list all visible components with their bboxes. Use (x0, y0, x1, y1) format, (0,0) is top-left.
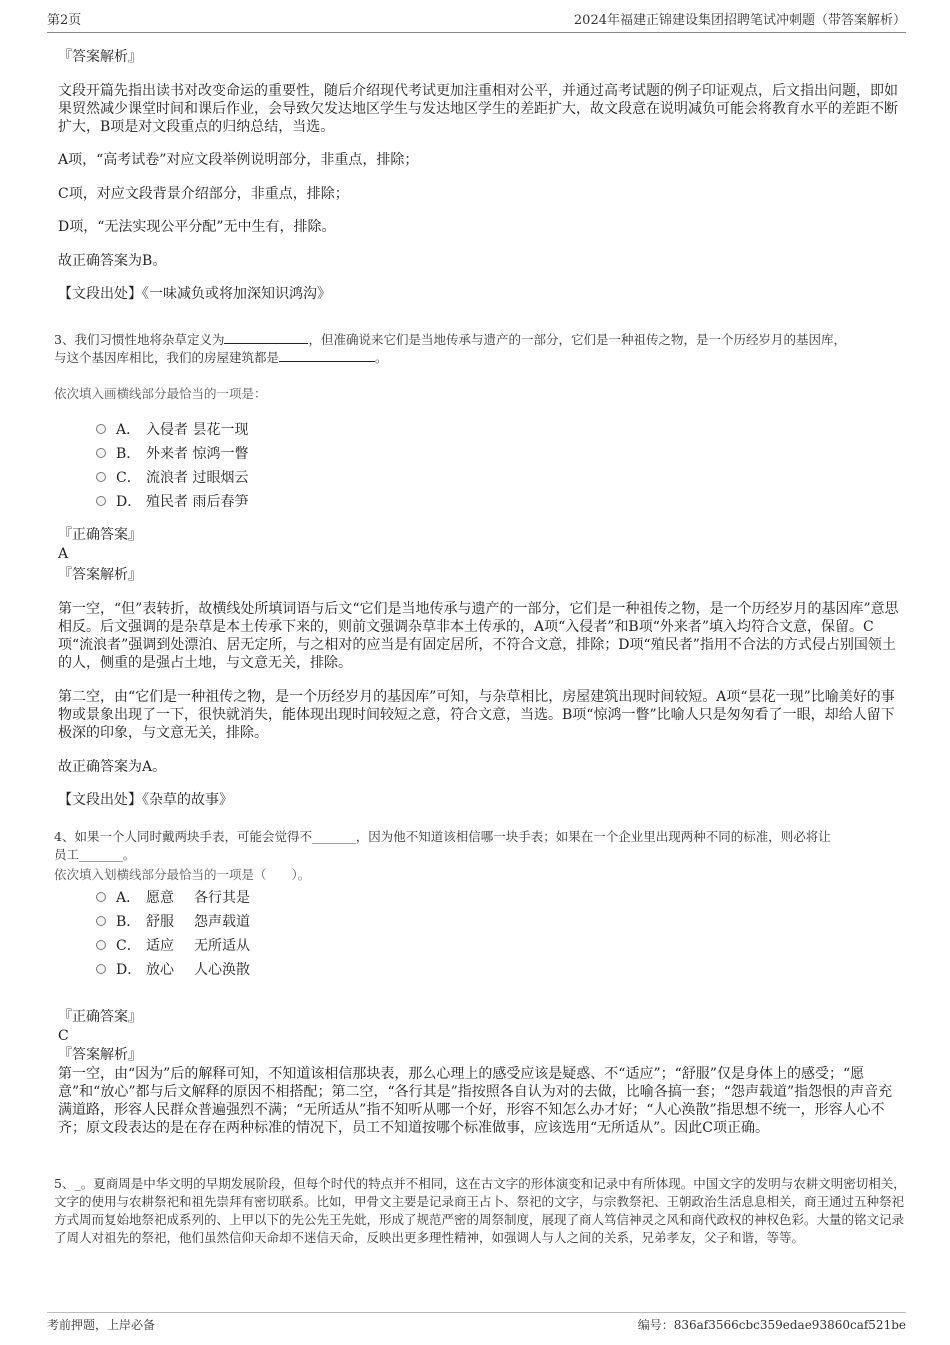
option-b[interactable]: B． 舒服 怨声载道 (96, 910, 496, 934)
footer-slogan: 考前押题，上岸必备 (47, 1318, 156, 1332)
option-d[interactable]: D． 殖民者 雨后春笋 (96, 490, 496, 514)
option-b[interactable]: B． 外来者 惊鸿一瞥 (96, 442, 496, 466)
option-d[interactable]: D． 放心 人心涣散 (96, 958, 496, 982)
source: 【文段出处】《一味减负或将加深知识鸿沟》 (58, 286, 331, 302)
conclusion: 故正确答案为A。 (58, 759, 167, 775)
analysis-option-d: D项，“无法实现公平分配”无中生有，排除。 (58, 219, 336, 235)
radio-icon[interactable] (96, 448, 106, 458)
question-3-options (96, 418, 496, 514)
analysis-paragraph-2: 第二空，由“它们是一种祖传之物，是一个历经岁月的基因库”可知，与杂草相比，房屋建筑出现时间较短。A项“昙花一现”比喻美好的事物或景象出现了一下，很快就消失，能体现出现时间较短之意，符合文意，当选。B项“惊鸿一瞥”比喻人只是匆匆看了一眼，却给人留下极深的印象，与文意无关，排除。 (58, 689, 895, 741)
question-4-options (96, 886, 496, 982)
radio-icon[interactable] (96, 892, 106, 902)
question-5-stem: 5、_。夏商周是中华文明的早期发展阶段，但每个时代的特点并不相同，这在古文字的形体演变和记录中有所体现。中国文字的发明与农耕文明密切相关，文字的使用与农耕祭祀和祖先崇拜有密切联系。比如，甲骨文主要是记录商王占卜、祭祀的文字，与宗教祭祀、王朝政治生活息息相关，商王通过五种祭祀方式周而复始地祭祀成系列的、上甲以下的先公先王先妣，形成了规范严密的周祭制度，展现了商人笃信神灵之风和商代政权的神权色彩。大量的铭文记录了周人对祖先的祭祀，他们虽然信仰天命却不迷信天命，反映出更多理性精神，如强调人与人之间的关系，兄弟孝友，父子和谐，等等。 (54, 1176, 906, 1245)
correct-answer: C (58, 1028, 69, 1044)
radio-icon[interactable] (96, 964, 106, 974)
analysis-label: 『答案解析』 (58, 49, 142, 65)
analysis-option-a: A项，“高考试卷”对应文段举例说明部分，非重点，排除； (58, 152, 419, 168)
analysis-paragraph-1: 第一空，“但”表转折，故横线处所填词语与后文“它们是当地传承与遗产的一部分，它们是一种祖传之物，是一个历经岁月的基因库”意思相反。后文强调的是杂草是本土传承下来的，则前文强调杂草非本土传承的，A项“入侵者”和B项“外来者”填入均符合文意，保留。C项“流浪者”强调到处漂泊、居无定所，与之相对的应当是有固定居所，不符合文意，排除；D项“殖民者”指用不合法的方式侵占别国领土的人，侧重的是强占土地，与文意无关，排除。 (58, 601, 899, 671)
question-3-instruction: 依次填入画横线部分最恰当的一项是： (54, 386, 267, 401)
analysis-paragraph: 文段开篇先指出读书对改变命运的重要性，随后介绍现代考试更加注重相对公平，并通过高考试题的例子印证观点，后文指出问题，即如果贸然减少课堂时间和课后作业，会导致欠发达地区学生与发达地区学生的差距扩大，故文段意在说明减负可能会将教育水平的差距不断扩大，B项是对文段重点的归纳总结，当选。 (58, 83, 898, 135)
option-c[interactable]: C． 适应 无所适从 (96, 934, 496, 958)
page-number: 第2页 (47, 13, 82, 28)
blank-2 (279, 349, 375, 362)
radio-icon[interactable] (96, 424, 106, 434)
source: 【文段出处】《杂草的故事》 (58, 792, 233, 808)
document-id: 编号：836af3566cbc359edae93860caf521be (637, 1318, 906, 1332)
question-3-stem: 3、我们习惯性地将杂草定义为 ，但准确说来它们是当地传承与遗产的一部分，它们是一种祖传之物，是一个历经岁月的基因库， 与这个基因库相比，我们的房屋建筑都是 。 (54, 332, 846, 365)
radio-icon[interactable] (96, 916, 106, 926)
correct-answer-label: 『正确答案』 (58, 527, 142, 543)
analysis-label: 『答案解析』 (58, 1047, 142, 1063)
option-a[interactable]: A． 愿意 各行其是 (96, 886, 496, 910)
blank-1 (224, 331, 308, 344)
question-4-instruction: 依次填入划横线部分最恰当的一项是（ ）。 (54, 867, 311, 882)
document-title: 2024年福建正锦建设集团招聘笔试冲刺题（带答案解析） (573, 13, 906, 28)
radio-icon[interactable] (96, 472, 106, 482)
option-a[interactable]: A． 入侵者 昙花一现 (96, 418, 496, 442)
page-footer (47, 1312, 906, 1335)
analysis-option-c: C项，对应文段背景介绍部分，非重点，排除； (58, 186, 349, 202)
radio-icon[interactable] (96, 940, 106, 950)
question-4-stem: 4、如果一个人同时戴两块手表，可能会觉得不_______，因为他不知道该相信哪一块手表；如果在一个企业里出现两种不同的标准，则必将让 员工_______。 (54, 829, 831, 862)
correct-answer: A (58, 546, 69, 562)
option-c[interactable]: C． 流浪者 过眼烟云 (96, 466, 496, 490)
correct-answer-label: 『正确答案』 (58, 1009, 142, 1025)
analysis-label: 『答案解析』 (58, 567, 142, 583)
page-header (47, 12, 906, 33)
radio-icon[interactable] (96, 496, 106, 506)
analysis-paragraph: 第一空，由“因为”后的解释可知，不知道该相信那块表，那么心理上的感受应该是疑惑、不“适应”；“舒服”仅是身体上的感受；“愿意”和“放心”都与后文解释的原因不相搭配；第二空，“各行其是”指按照各自认为对的去做，比喻各搞一套；“怨声载道”指怨恨的声音充满道路，形容人民群众普遍强烈不满；“无所适从”指不知听从哪一个好，形容不知怎么办才好；“人心涣散”指思想不统一，形容人心不齐；原文段表达的是在存在两种标准的情况下，员工不知道按哪个标准做事，应该选用“无所适从”。因此C项正确。 (58, 1066, 893, 1136)
conclusion: 故正确答案为B。 (58, 253, 167, 269)
